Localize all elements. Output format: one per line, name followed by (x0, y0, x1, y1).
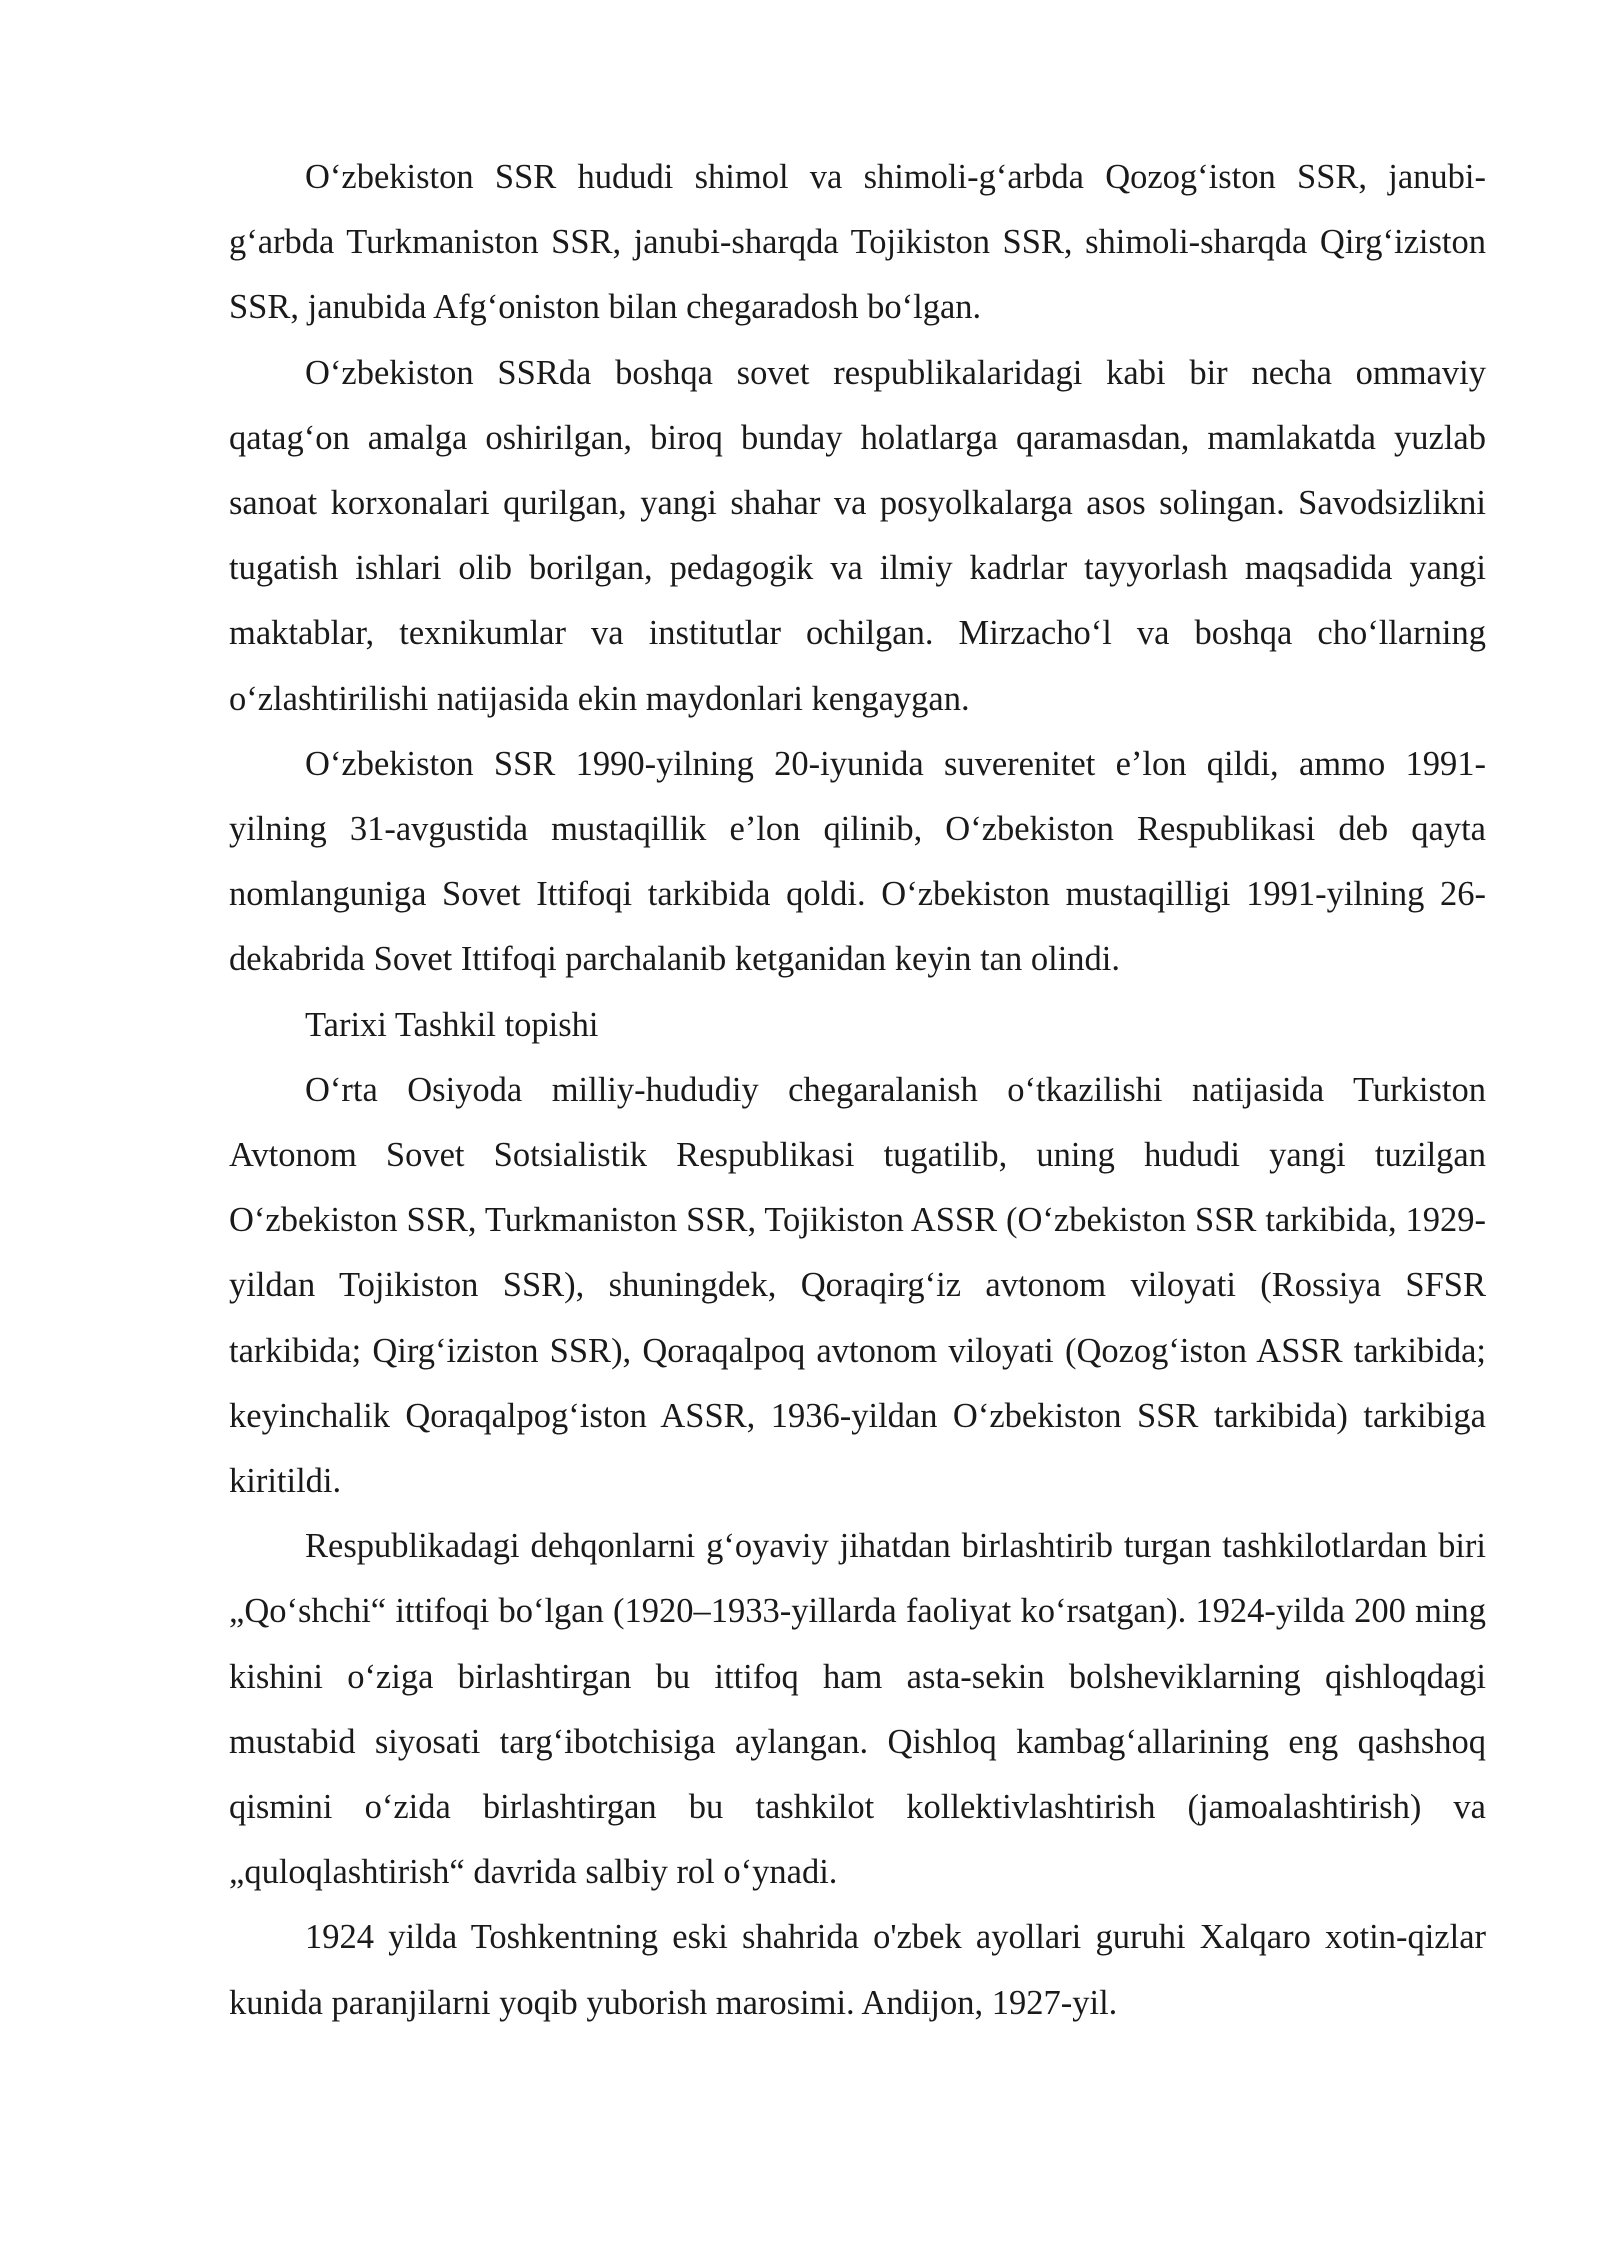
paragraph-caption: 1924 yilda Toshkentning eski shahrida o'zbek ayollari guruhi Xalqaro xotin-qizlar kunida paranjilarni yoqib yuborish marosimi. Andijon, 1927-yil. (229, 1918, 1486, 2022)
paragraph-independence: Oʻzbekiston SSR 1990-yilning 20-iyunida suverenitet eʼlon qildi, ammo 1991-yilning 31-avgustida mustaqillik eʼlon qilinib, Oʻzbekiston Respublikasi deb qayta nomlanguniga Sovet Ittifoqi tarkibida qoldi. Oʻzbekiston mustaqilligi 1991-yilning 26-dekabrida Sovet Ittifoqi parchalanib ketganidan keyin tan olindi. (229, 744, 1486, 979)
section-heading: Tarixi Tashkil topishi (305, 1005, 599, 1044)
paragraph-borders: Oʻzbekiston SSR hududi shimol va shimoli-gʻarbda Qozogʻiston SSR, janubi-gʻarbda Turkmaniston SSR, janubi-sharqda Tojikiston SSR, shimoli-sharqda Qirgʻiziston SSR, janubida Afgʻoniston bilan chegaradosh boʻlgan. (229, 158, 1486, 327)
document-body (229, 145, 1486, 2036)
paragraph-qoshchi-union: Respublikadagi dehqonlarni gʻoyaviy jihatdan birlashtirib turgan tashkilotlardan biri „Qoʻshchi“ ittifoqi boʻlgan (1920–1933-yillarda faoliyat koʻrsatgan). 1924-yilda 200 ming kishini oʻziga birlashtirgan bu ittifoq ham asta-sekin bolsheviklarning qishloqdagi mustabid siyosati targʻibotchisiga aylangan. Qishloq kambagʻallarining eng qashshoq qismini oʻzida birlashtirgan bu tashkilot kollektivlashtirish (jamoalashtirish) va „quloqlashtirish“ davrida salbiy rol oʻynadi. (229, 1527, 1486, 1892)
paragraph-development: Oʻzbekiston SSRda boshqa sovet respublikalaridagi kabi bir necha ommaviy qatagʻon amalga oshirilgan, biroq bunday holatlarga qaramasdan, mamlakatda yuzlab sanoat korxonalari qurilgan, yangi shahar va posyolkalarga asos solingan. Savodsizlikni tugatish ishlari olib borilgan, pedagogik va ilmiy kadrlar tayyorlash maqsadida yangi maktablar, texnikumlar va institutlar ochilgan. Mirzachoʻl va boshqa choʻllarning oʻzlashtirilishi natijasida ekin maydonlari kengaygan. (229, 353, 1486, 718)
paragraph-delimitation: Oʻrta Osiyoda milliy-hududiy chegaralanish oʻtkazilishi natijasida Turkiston Avtonom Sovet Sotsialistik Respublikasi tugatilib, uning hududi yangi tuzilgan Oʻzbekiston SSR, Turkmaniston SSR, Tojikiston ASSR (Oʻzbekiston SSR tarkibida, 1929-yildan Tojikiston SSR), shuningdek, Qoraqirgʻiz avtonom viloyati (Rossiya SFSR tarkibida; Qirgʻiziston SSR), Qoraqalpoq avtonom viloyati (Qozogʻiston ASSR tarkibida; keyinchalik Qoraqalpogʻiston ASSR, 1936-yildan Oʻzbekiston SSR tarkibida) tarkibiga kiritildi. (229, 1070, 1486, 1501)
